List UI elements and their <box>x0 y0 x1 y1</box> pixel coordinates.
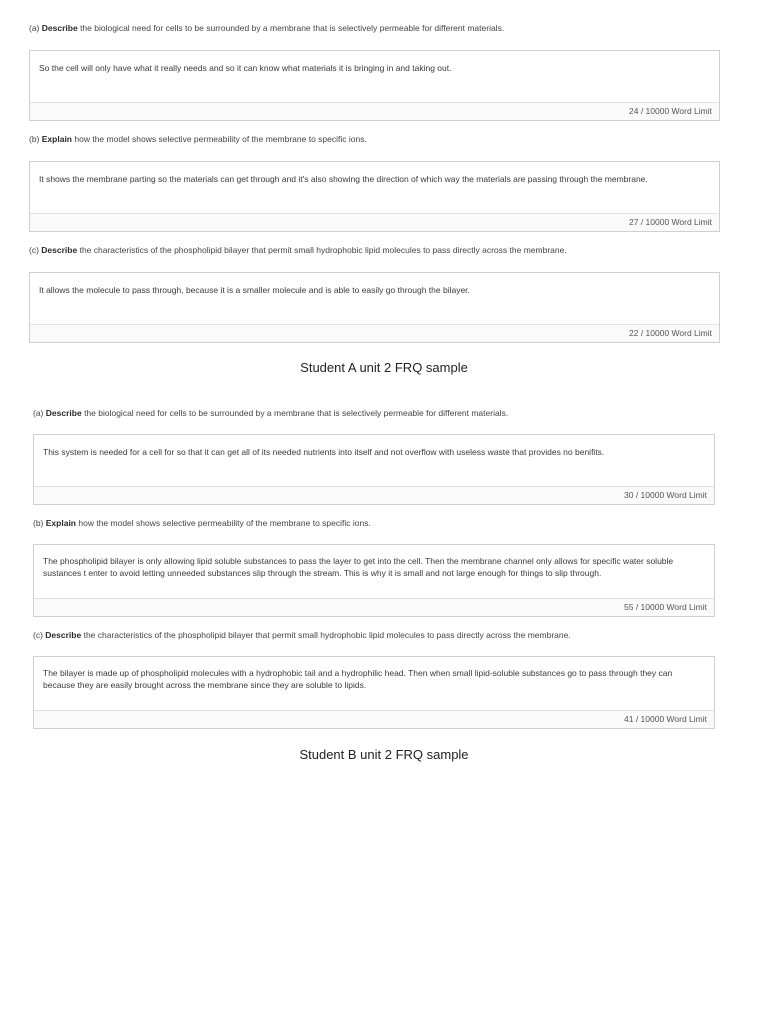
question-verb: Describe <box>41 245 78 255</box>
question-verb: Explain <box>41 134 72 144</box>
word-count: 27 / 10000 Word Limit <box>629 217 712 227</box>
question-verb: Describe <box>45 408 82 418</box>
caption-student-b: Student B unit 2 FRQ sample <box>299 747 469 762</box>
question-label: (c) <box>33 630 43 640</box>
question-verb: Explain <box>45 518 76 528</box>
question-label: (b) <box>29 134 40 144</box>
question-a-prompt <box>33 408 508 419</box>
question-label: (b) <box>33 518 44 528</box>
question-label: (a) <box>33 408 44 418</box>
answer-text[interactable]: The phospholipid bilayer is only allowing lipid soluble substances to pass the layer to get into the cell. Then the membrane channel only allows for specific water soluble sustances t enter to avoid letting unneeded substances slip through the stream. This is why it is small and not large enough for things to slip through. <box>43 556 674 578</box>
answer-text[interactable]: It allows the molecule to pass through, because it is a smaller molecule and is able to easily go through the bilayer. <box>39 285 470 295</box>
question-verb: Describe <box>41 23 78 33</box>
word-count: 22 / 10000 Word Limit <box>629 328 712 338</box>
caption-student-a: Student A unit 2 FRQ sample <box>300 360 468 375</box>
question-text: the biological need for cells to be surrounded by a membrane that is selectively permeable for different materials. <box>80 23 505 33</box>
answer-text[interactable]: It shows the membrane parting so the materials can get through and it's also showing the direction of which way the materials are passing through the membrane. <box>39 174 648 184</box>
answer-text[interactable]: This system is needed for a cell for so that it can get all of its needed nutrients into itself and not overflow with useless waste that provides no benifits. <box>43 447 605 457</box>
word-count: 55 / 10000 Word Limit <box>624 602 707 612</box>
question-label: (c) <box>29 245 39 255</box>
word-count-bar <box>30 324 719 342</box>
answer-text[interactable]: So the cell will only have what it really needs and so it can know what materials it is bringing in and taking out. <box>39 63 452 73</box>
question-text: the characteristics of the phospholipid bilayer that permit small hydrophobic lipid molecules to pass directly across the membrane. <box>79 245 567 255</box>
question-label: (a) <box>29 23 40 33</box>
word-count-bar <box>30 102 719 120</box>
word-count: 24 / 10000 Word Limit <box>629 106 712 116</box>
question-a-prompt <box>29 23 504 34</box>
word-count-bar <box>34 598 714 616</box>
question-verb: Describe <box>45 630 82 640</box>
word-count: 41 / 10000 Word Limit <box>624 714 707 724</box>
word-count-bar <box>34 710 714 728</box>
answer-box-a[interactable] <box>33 434 715 505</box>
answer-box-b[interactable] <box>29 161 720 232</box>
answer-box-c[interactable] <box>29 272 720 343</box>
word-count-bar <box>30 213 719 231</box>
answer-box-a[interactable] <box>29 50 720 121</box>
question-b-prompt <box>33 518 371 529</box>
question-c-prompt <box>29 245 567 256</box>
question-text: how the model shows selective permeability of the membrane to specific ions. <box>78 518 371 528</box>
question-text: the characteristics of the phospholipid bilayer that permit small hydrophobic lipid molecules to pass directly across the membrane. <box>83 630 571 640</box>
question-b-prompt <box>29 134 367 145</box>
question-text: the biological need for cells to be surrounded by a membrane that is selectively permeable for different materials. <box>84 408 509 418</box>
word-count-bar <box>34 486 714 504</box>
word-count: 30 / 10000 Word Limit <box>624 490 707 500</box>
answer-text[interactable]: The bilayer is made up of phospholipid molecules with a hydrophobic tail and a hydrophilic head. Then when small lipid-soluble substances go to pass through they can because they are easily brought across the membrane since they are soluble to lipids. <box>43 668 673 690</box>
question-c-prompt <box>33 630 571 641</box>
answer-box-c[interactable] <box>33 656 715 729</box>
question-text: how the model shows selective permeability of the membrane to specific ions. <box>74 134 367 144</box>
answer-box-b[interactable] <box>33 544 715 617</box>
